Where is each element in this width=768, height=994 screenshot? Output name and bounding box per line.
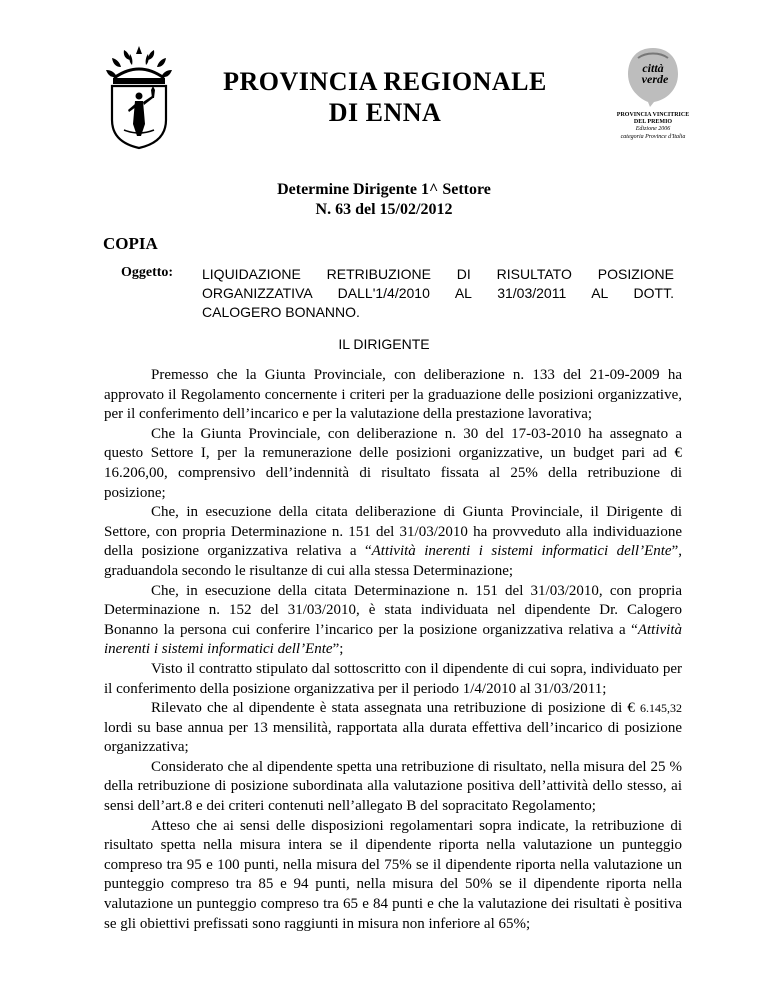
logo-word-verde: verde [641, 72, 669, 86]
oggetto-text-main: LIQUIDAZIONE RETRIBUZIONE DI RISULTATO POSIZIONE ORGANIZZATIVA DALL'1/4/2010 AL 31/03/2011 AL DOTT. [202, 266, 674, 301]
document-body [104, 366, 682, 934]
paragraph-6-b: lordi su base annua per 13 mensilità, rapportata alla durata effettiva dell’incarico di posizione organizzativa; [104, 719, 682, 756]
paragraph-6 [104, 699, 682, 758]
paragraph-3-a: Che, in esecuzione della citata deliberazione di Giunta Provinciale, il Dirigente di Settore, con propria Determinazione n. 151 del 31/03/2010 ha provveduto alla individuazione della posizione organizzativa relativa a “ [104, 504, 682, 560]
copia-label: COPIA [103, 234, 158, 253]
paragraph-4 [104, 582, 682, 660]
paragraph-3-b: ”, graduandola secondo le risultanze di cui alla stessa Determinazione; [104, 543, 682, 579]
paragraph-6-a: Rilevato che al dipendente è stata assegnata una retribuzione di posizione di € [151, 700, 635, 717]
title-line-2: DI ENNA [328, 98, 442, 127]
award-line-4: categoria Province d'Italia [620, 133, 686, 140]
determina-line-1: Determine Dirigente 1^ Settore [277, 181, 491, 198]
paragraph-3-italic: Attività inerenti i sistemi informatici dell’Ente [371, 543, 672, 560]
institution-title [195, 66, 575, 128]
award-line-1: PROVINCIA VINCITRICE [616, 112, 690, 118]
paragraph-2: Che la Giunta Provinciale, con deliberazione n. 30 del 17-03-2010 ha assegnato a questo Settore I, per la remunerazione delle posizioni organizzative, un budget pari ad € 16.206,00, comprensivo dell’indennità di risultato fissata al 25% della retribuzione di posizione; [104, 425, 682, 501]
coat-of-arms-logo [104, 44, 174, 150]
paragraph-3 [104, 503, 682, 581]
citta-verde-emblem [624, 46, 682, 108]
oggetto-text-last: CALOGERO BONANNO. [202, 304, 360, 320]
oggetto-text [202, 265, 674, 322]
citta-verde-logo [607, 46, 699, 158]
paragraph-7: Considerato che al dipendente spetta una retribuzione di risultato, nella misura del 25 % della retribuzione di posizione subordinata alla valutazione positiva dell’attività dello stesso, ai sensi dell’art.8 e dei criteri contenuti nell’allegato B del sopracitato Regolamento; [104, 758, 682, 815]
il-dirigente-heading: IL DIRIGENTE [338, 336, 430, 352]
award-line-2: DEL PREMIO [633, 119, 673, 126]
paragraph-8: Atteso che ai sensi delle disposizioni regolamentari sopra indicate, la retribuzione di risultato spetta nella misura intera se il dipendente riporta nella valutazione un punteggio compreso tra 95 e 100 punti, nella misura del 75% se il dipendente riporta nella valutazione un punteggio compreso tra 85 e 94 punti, nella misura del 50% se il dipendente riporta nella valutazione un punteggio compreso tra 65 e 84 punti e che la valutazione dei risultati è positiva se gli obiettivi prefissati sono raggiunti in misura non inferiore al 65%; [104, 817, 682, 932]
paragraph-5: Visto il contratto stipulato dal sottoscritto con il dipendente di cui sopra, individuato per il conferimento della posizione organizzativa per il periodo 1/4/2010 al 31/03/2011; [104, 660, 682, 697]
paragraph-4-a: Che, in esecuzione della citata Determinazione n. 151 del 31/03/2010, con propria Determinazione n. 152 del 31/03/2010, è stata individuata nel dipendente Dr. Calogero Bonanno la persona cui conferire l’incarico per la posizione organizzativa relativa a “ [104, 582, 682, 638]
logo-word-citta: città [642, 61, 664, 75]
award-caption [607, 112, 699, 141]
paragraph-4-b: ”; [332, 641, 344, 658]
title-line-1: PROVINCIA REGIONALE [223, 67, 547, 96]
paragraph-6-amount: 6.145,32 [640, 701, 683, 716]
paragraph-1: Premesso che la Giunta Provinciale, con deliberazione n. 133 del 21-09-2009 ha approvato il Regolamento concernente i criteri per la graduazione delle posizioni organizzative, per il conferimento dell’incarico e per la valutazione della prestazione lavorativa; [104, 367, 682, 423]
paragraph-4-italic: Attività inerenti i sistemi informatici dell’Ente [104, 621, 682, 658]
determina-line-2: N. 63 del 15/02/2012 [315, 201, 453, 218]
oggetto-label: Oggetto: [121, 265, 174, 280]
determina-heading [0, 180, 768, 220]
award-line-3: Edizione 2006 [635, 126, 671, 133]
